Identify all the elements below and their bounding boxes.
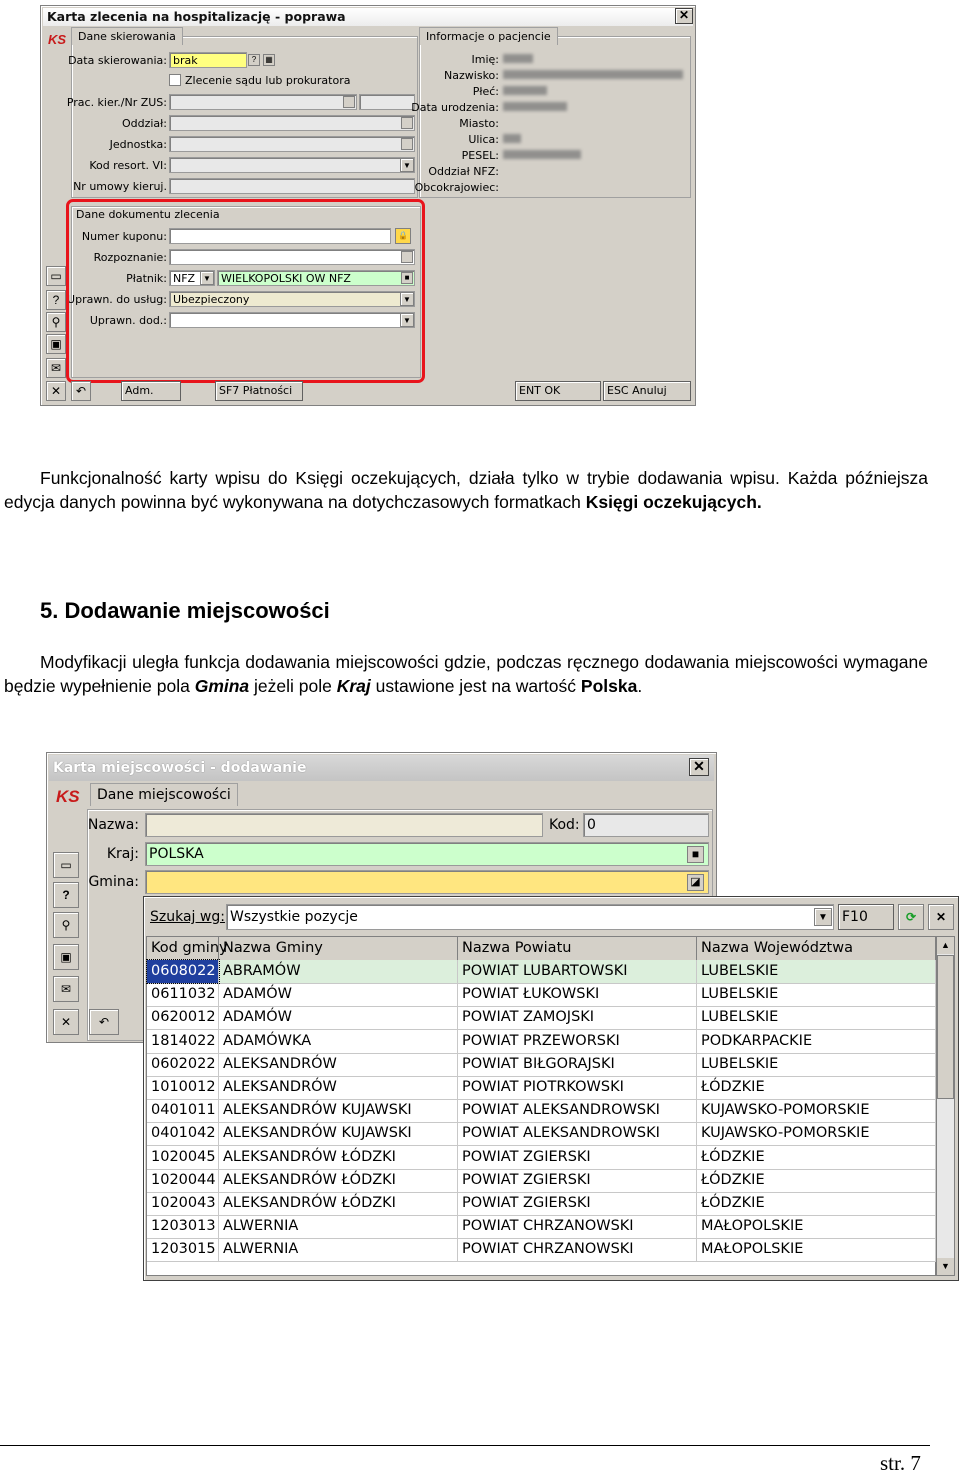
cell-powiat: POWIAT ZGIERSKI [458,1169,697,1192]
payer-picker[interactable]: ■ [401,272,413,284]
cell-gmina: ALEKSANDRÓW KUJAWSKI [219,1122,458,1145]
cell-code: 1203013 [147,1215,219,1238]
resort-code-field[interactable] [169,157,415,173]
tab-referral[interactable]: Dane skierowania [71,27,183,45]
close-icon[interactable]: ✕ [675,8,693,24]
unit-label: Jednostka: [109,138,167,151]
country-picker[interactable]: ■ [687,846,704,863]
scroll-up-arrow-icon[interactable]: ▲ [937,937,954,954]
column-header-powiat[interactable]: Nazwa Powiatu [458,937,697,960]
monitor-icon[interactable]: ▭ [46,266,66,286]
cell-powiat: POWIAT BIŁGORAJSKI [458,1053,697,1076]
help-icon[interactable]: ? [46,290,66,310]
nfz-branch-label: Oddział NFZ: [428,165,499,178]
court-order-label: Zlecenie sądu lub prokuratora [185,74,351,87]
cell-code: 0620012 [147,1006,219,1029]
paragraph-2-text-a: Modyfikacji uległa funkcja dodawania miejscowości gdzie, podczas ręcznego dodawania miejscowości wymagane będzie wypełnienie pola [4,652,928,696]
cell-gmina: ALWERNIA [219,1238,458,1261]
cell-voivodeship: ŁÓDZKIE [697,1076,936,1099]
street-label: Ulica: [468,133,499,146]
cell-powiat: POWIAT ZAMOJSKI [458,1006,697,1029]
cell-voivodeship: LUBELSKIE [697,983,936,1006]
paragraph-1 [4,467,928,514]
gmina-field[interactable] [145,870,709,894]
referral-date-field[interactable]: brak [169,52,247,68]
chevron-down-icon[interactable]: ▼ [400,292,414,306]
payer-label: Płatnik: [126,272,167,285]
cell-powiat: POWIAT ZGIERSKI [458,1146,697,1169]
app-logo: KS [56,787,80,806]
entitlement-field[interactable]: Ubezpieczony [169,291,415,307]
cell-voivodeship: MAŁOPOLSKIE [697,1238,936,1261]
app-logo: KS [48,32,67,47]
tab-locality[interactable]: Dane miejscowości [90,783,238,806]
cell-voivodeship: MAŁOPOLSKIE [697,1215,936,1238]
contract-field[interactable] [169,178,415,194]
footer-rule [0,1445,930,1446]
ward-picker[interactable] [401,117,413,129]
name-field[interactable] [145,813,543,837]
column-header-code[interactable]: Kod gminy [147,937,219,960]
last-name-label: Nazwisko: [444,69,499,82]
f10-button[interactable]: F10 [838,904,894,930]
table-row[interactable] [147,960,936,984]
window-title: Karta zlecenia na hospitalizację - poprawa [43,8,693,26]
cell-voivodeship: ŁÓDZKIE [697,1169,936,1192]
cell-code: 0608022 [147,960,219,983]
referral-date-label: Data skierowania: [68,54,167,67]
table-header-row [147,937,936,961]
cell-code: 0602022 [147,1053,219,1076]
cell-code: 0611032 [147,983,219,1006]
prac-field[interactable] [169,94,357,110]
unit-picker[interactable] [401,138,413,150]
ward-field[interactable] [169,115,415,131]
paragraph-1-text: Funkcjonalność karty wpisu do Księgi oczekujących, działa tylko w trybie dodawania wpisu. Każda późniejsza edycja danych powinna być wykonywana na dotychczasowych formatkach [4,468,928,512]
prac-picker[interactable] [343,96,355,108]
table-row[interactable] [147,983,936,1007]
chevron-down-icon[interactable]: ▼ [400,313,414,327]
extra-entitlement-label: Uprawn. dod.: [89,314,167,327]
country-label: Kraj: [106,846,139,862]
cell-powiat: POWIAT ALEKSANDROWSKI [458,1122,697,1145]
cell-voivodeship: KUJAWSKO-POMORSKIE [697,1099,936,1122]
cell-powiat: POWIAT ŁUKOWSKI [458,983,697,1006]
coupon-label: Numer kuponu: [81,230,167,243]
cell-gmina: ALEKSANDRÓW KUJAWSKI [219,1099,458,1122]
cell-gmina: ADAMÓW [219,983,458,1006]
back-arrow-icon[interactable]: ↶ [71,381,91,401]
contract-label: Nr umowy kieruj. [73,180,167,193]
code-label: Kod: [549,817,580,833]
court-order-checkbox[interactable] [169,74,181,86]
cell-voivodeship: PODKARPACKIE [697,1030,936,1053]
pesel-label: PESEL: [461,149,499,162]
table-row[interactable] [147,1238,936,1262]
mail-icon[interactable]: ✉ [46,358,66,378]
cell-gmina: ALEKSANDRÓW ŁÓDZKI [219,1146,458,1169]
prac-label: Prac. kier./Nr ZUS: [66,96,167,109]
ok-button[interactable]: ENT OK [515,381,601,401]
table-row[interactable] [147,1053,936,1077]
table-row[interactable] [147,1030,936,1054]
close-icon[interactable]: ✕ [46,381,66,401]
diagnosis-label: Rozpoznanie: [93,251,167,264]
card-icon[interactable]: ▣ [46,334,66,354]
cell-gmina: ALEKSANDRÓW ŁÓDZKI [219,1192,458,1215]
cell-gmina: ALEKSANDRÓW ŁÓDZKI [219,1169,458,1192]
cell-code: 0401011 [147,1099,219,1122]
cell-powiat: POWIAT PIOTRKOWSKI [458,1076,697,1099]
gmina-term: Gmina [194,675,250,696]
zus-field[interactable] [359,94,415,110]
close-icon[interactable]: ✕ [689,758,709,776]
chevron-down-icon[interactable]: ▼ [814,908,832,926]
close-icon[interactable]: ✕ [53,1009,79,1035]
cell-code: 1010012 [147,1076,219,1099]
cell-gmina: ABRAMÓW [219,960,458,983]
calendar-icon[interactable]: ▦ [263,54,275,66]
cell-voivodeship: ŁÓDZKIE [697,1146,936,1169]
street-value [503,134,521,143]
search-icon[interactable]: ⚲ [46,312,66,332]
sex-value [503,86,547,95]
cell-code: 1814022 [147,1030,219,1053]
foreigner-label: Obcokrajowiec: [414,181,499,194]
name-label: Nazwa: [87,817,139,833]
kraj-term: Kraj [336,675,371,696]
search-mode-select[interactable]: Wszystkie pozycje [226,904,834,930]
birth-date-value [503,102,567,111]
page-number: str. 7 [880,1451,921,1475]
window-title: Karta miejscowości - dodawanie [49,755,714,781]
paragraph-1-bold: Księgi oczekujących. [585,491,762,512]
paragraph-2-text-b: jeżeli pole [249,675,337,696]
date-help-button[interactable]: ? [248,54,260,66]
resort-code-label: Kod resort. VI: [89,159,167,172]
lock-icon[interactable]: 🔒 [395,228,411,244]
cell-gmina: ALEKSANDRÓW [219,1053,458,1076]
cell-powiat: POWIAT CHRZANOWSKI [458,1215,697,1238]
table-row[interactable] [147,1146,936,1170]
unit-field[interactable] [169,136,415,152]
mail-icon[interactable]: ✉ [53,976,79,1002]
payer-code-field[interactable]: NFZ [169,270,215,286]
cell-gmina: ADAMÓW [219,1006,458,1029]
table-row[interactable] [147,1099,936,1123]
gmina-label: Gmina: [88,874,139,890]
cancel-button[interactable]: ESC Anuluj [603,381,691,401]
paragraph-2 [4,651,928,698]
cell-powiat: POWIAT ZGIERSKI [458,1192,697,1215]
cell-code: 0401042 [147,1122,219,1145]
highlight-frame [66,199,425,383]
pesel-value [503,150,581,159]
payer-name-field[interactable]: WIELKOPOLSKI OW NFZ [217,270,415,286]
sex-label: Płeć: [472,85,499,98]
order-group-title: Dane dokumentu zlecenia [76,208,220,221]
birth-date-label: Data urodzenia: [411,101,499,114]
column-header-voivodeship[interactable]: Nazwa Województwa [697,937,936,960]
table-row[interactable] [147,1215,936,1239]
table-row[interactable] [147,1076,936,1100]
cell-code: 1020045 [147,1146,219,1169]
cell-gmina: ALWERNIA [219,1215,458,1238]
table-row[interactable] [147,1122,936,1146]
entitlement-label: Uprawn. do usług: [67,293,167,306]
cell-code: 1203015 [147,1238,219,1261]
cell-powiat: POWIAT LUBARTOWSKI [458,960,697,983]
code-field[interactable]: 0 [583,813,709,837]
search-icon[interactable]: ⚲ [53,912,79,938]
country-field[interactable]: POLSKA [145,842,709,866]
back-arrow-icon[interactable]: ↶ [89,1009,119,1035]
first-name-label: Imię: [471,53,499,66]
table-row[interactable] [147,1192,936,1216]
adm-button[interactable]: Adm. [121,381,181,401]
gmina-lookup-window [143,896,959,1281]
chevron-down-icon[interactable]: ▼ [400,158,414,172]
paragraph-2-text-c: ustawione jest na wartość [370,675,581,696]
card-icon[interactable]: ▣ [53,944,79,970]
cell-powiat: POWIAT CHRZANOWSKI [458,1238,697,1261]
cell-gmina: ALEKSANDRÓW [219,1076,458,1099]
help-icon[interactable]: ? [53,882,79,908]
table-row[interactable] [147,1169,936,1193]
chevron-down-icon[interactable]: ▼ [200,271,214,285]
cell-voivodeship: LUBELSKIE [697,1053,936,1076]
column-header-gmina[interactable]: Nazwa Gminy [219,937,458,960]
first-name-value [503,54,533,63]
cell-code: 1020044 [147,1169,219,1192]
refresh-icon[interactable]: ⟳ [898,904,924,930]
monitor-icon[interactable]: ▭ [53,852,79,878]
gmina-picker[interactable]: ◪ [687,874,704,891]
cell-voivodeship: LUBELSKIE [697,1006,936,1029]
cell-powiat: POWIAT PRZEWORSKI [458,1030,697,1053]
cell-powiat: POWIAT ALEKSANDROWSKI [458,1099,697,1122]
payments-button[interactable]: SF7 Płatności [215,381,303,401]
table-row[interactable] [147,1006,936,1030]
cell-voivodeship: LUBELSKIE [697,960,936,983]
paragraph-2-text-d: . [637,675,643,696]
polska-term: Polska [580,675,638,696]
scroll-thumb[interactable] [937,955,954,1099]
vertical-scrollbar[interactable] [936,936,955,1276]
scroll-down-arrow-icon[interactable]: ▼ [937,1258,954,1275]
cell-code: 1020043 [147,1192,219,1215]
section-heading: 5. Dodawanie miejscowości [40,598,330,623]
search-label: Szukaj wg: [150,909,225,925]
hospitalization-order-window [40,5,696,406]
cell-voivodeship: ŁÓDZKIE [697,1192,936,1215]
cell-gmina: ADAMÓWKA [219,1030,458,1053]
close-icon[interactable]: ✕ [928,904,954,930]
tab-patient[interactable]: Informacje o pacjencie [419,27,558,45]
last-name-value [503,70,683,79]
ward-label: Oddział: [121,117,167,130]
city-label: Miasto: [459,117,499,130]
cell-voivodeship: KUJAWSKO-POMORSKIE [697,1122,936,1145]
